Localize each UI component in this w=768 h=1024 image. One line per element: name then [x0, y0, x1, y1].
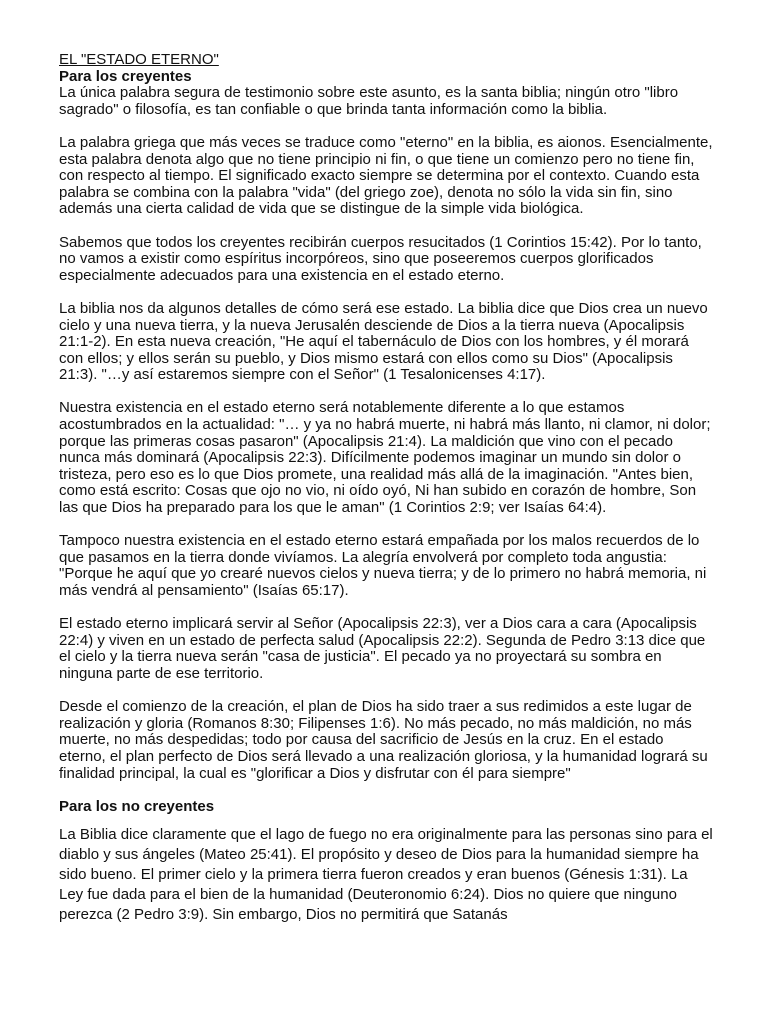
paragraph-5: Nuestra existencia en el estado eterno será notablemente diferente a lo que estamos acostumbrados en la actualidad: "… y ya no habrá muerte, ni habrá más llanto, ni clamor, ni dolor; porque las primeras cosas pasaron" (Apocalipsis 21:4). La maldición que vino con el pecado nunca más dominará (Apocalipsis 22:3). Difícilmente podemos imaginar un mundo sin dolor o tristeza, pero eso es lo que Dios promete, una realidad más allá de la imaginación. "Antes bien, como está escrito: Cosas que ojo no vio, ni oído oyó, Ni han subido en corazón de hombre, Son las que Dios ha preparado para los que le aman" (1 Corintios 2:9; ver Isaías 64:4). — [59, 399, 711, 517]
paragraph-non-believers: La Biblia dice claramente que el lago de fuego no era originalmente para las personas sino para el diablo y sus ángeles (Mateo 25:41). El propósito y deseo de Dios para la humanidad siempre ha sido bueno. El primer cielo y la primera tierra fueron creados y eran buenos (Génesis 1:31). La Ley fue dada para el bien de la humanidad (Deuteronomio 6:24). Dios no quiere que ninguno perezca (2 Pedro 3:9). Sin embargo, Dios no permitirá que Satanás — [59, 826, 713, 923]
paragraph-1: La única palabra segura de testimonio sobre este asunto, es la santa biblia; ningún otro "libro sagrado" o filosofía, es tan confiable o que brinda tanta información como la biblia. — [59, 84, 679, 118]
paragraph-4: La biblia nos da algunos detalles de cómo será ese estado. La biblia dice que Dios crea un nuevo cielo y una nueva tierra, y la nueva Jerusalén desciende de Dios a la tierra nueva (Apocalipsis 21:1-2). En esta nueva creación, "He aquí el tabernáculo de Dios con los hombres, y él morará con ellos; y ellos serán su pueblo, y Dios mismo estará con ellos como su Dios" (Apocalipsis 21:3). "…y así estaremos siempre con el Señor" (1 Tesalonicenses 4:17). — [59, 299, 708, 384]
paragraph-2: La palabra griega que más veces se traduce como "eterno" en la biblia, es aionos. Esencialmente, esta palabra denota algo que no tiene principio ni fin, o que tiene un comienzo pero no tiene fin, con respecto al tiempo. El significado exacto siempre se determina por el contexto. Cuando esta palabra se combina con la palabra "vida" (del griego zoe), denota no sólo la vida sin fin, sino además una cierta calidad de vida que se distingue de la simple vida biológica. — [59, 133, 713, 218]
document-page — [59, 52, 714, 924]
section-heading-non-believers: Para los no creyentes — [59, 797, 215, 815]
paragraph-3: Sabemos que todos los creyentes recibirán cuerpos resucitados (1 Corintios 15:42). Por lo tanto, no vamos a existir como espíritus incorpóreos, sino que poseeremos cuerpos glorificados especialmente adecuados para una existencia en el estado eterno. — [59, 233, 702, 284]
paragraph-8: Desde el comienzo de la creación, el plan de Dios ha sido traer a sus redimidos a este lugar de realización y gloria (Romanos 8:30; Filipenses 1:6). No más pecado, no más maldición, no más muerte, no más despedidas; todo por causa del sacrificio de Jesús en la cruz. En el estado eterno, el plan perfecto de Dios será llevado a una realización gloriosa, y la humanidad logrará su finalidad principal, la cual es "glorificar a Dios y disfrutar con él para siempre" — [59, 698, 708, 782]
document-title: EL "ESTADO ETERNO" — [59, 51, 219, 68]
paragraph-6: Tampoco nuestra existencia en el estado eterno estará empañada por los malos recuerdos de lo que pasamos en la tierra donde vivíamos. La alegría envolverá por completo toda angustia: "Porque he aquí que yo crearé nuevos cielos y nueva tierra; y de lo primero no habrá memoria, ni más vendrá al pensamiento" (Isaías 65:17). — [59, 532, 707, 599]
section-heading-believers: Para los creyentes — [59, 67, 192, 85]
paragraph-7: El estado eterno implicará servir al Señor (Apocalipsis 22:3), ver a Dios cara a cara (Apocalipsis 22:4) y viven en un estado de perfecta salud (Apocalipsis 22:2). Segunda de Pedro 3:13 dice que el cielo y la tierra nueva serán "casa de justicia". El pecado ya no proyectará su sombra en ninguna parte de ese territorio. — [59, 615, 706, 682]
